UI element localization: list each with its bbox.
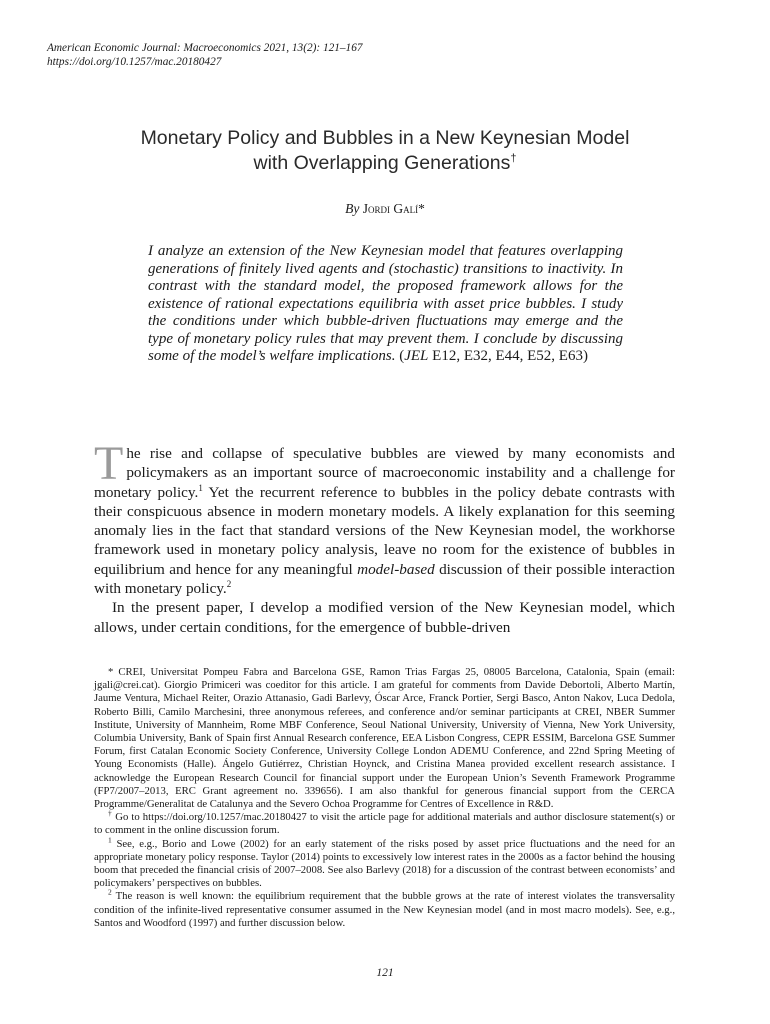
title-dagger-marker[interactable]: † <box>510 152 517 165</box>
article-title <box>0 126 770 176</box>
body-paragraph-1 <box>94 437 676 598</box>
p1-italic-term: model-based <box>357 560 435 578</box>
footnote-1-text: See, e.g., Borio and Lowe (2002) for an early statement of the risks posed by asset price fluctuations and the need for an appropriate monetary policy response. Taylor (2014) points to excessively low interest rates in the 2000s as a factor behind the housing boom that preceded the financial crisis of 2007–2008. See also Barlevy (2018) for a discussion of the contrast between economists’ and policymakers’ perspectives on bubbles. <box>94 837 675 890</box>
author-footnote-marker[interactable]: * <box>418 201 425 216</box>
jel-label: JEL <box>404 348 429 364</box>
footnote-author-text: CREI, Universitat Pompeu Fabra and Barcelona GSE, Ramon Trias Fargas 25, 08005 Barcelona, Catalonia, Spain (email: jgali@crei.cat). Giorgio Primiceri was coeditor for this article. I am grateful for comments from Davide Debortoli, Alberto Martín, Jaume Ventura, Michael Reiter, Orazio Attanasio, Gadi Barlevy, Óscar Arce, Franck Portier, Sergi Basco, Anton Nakov, Luca Dedola, Roberto Billi, Camilo Marchesini, three anonymous referees, and conference and/or seminar participants at CREI, NBER Summer Institute, University of Mannheim, Rome MBF Conference, Seoul National University, University of Vienna, New York University, Columbia University, Bank of Spain first Annual Research conference, EEA Lisbon Congress, CEPR ESSIM, Barcelona GSE Summer Forum, first Catalan Economic Society Conference, University College London ADEMU Conference, and 22nd Spring Meeting of Young Economists (Halle). Ángelo Gutiérrez, Christian Hoynck, and Cristina Manea provided excellent research assistance. I acknowledge the European Research Council for financial support under the European Union’s Seventh Framework Programme (FP7/2007–2013, ERC Grant agreement no. 339656). I am also thankful for generous financial support from the CERCA Programme/Generalitat de Catalunya and the Severo Ochoa Programme for Centres of Excellence in R&D. <box>94 666 675 811</box>
footnote-author <box>94 666 675 811</box>
title-line-2-text: with Overlapping Generations <box>253 152 511 174</box>
p1-segment-c: discussion of their possible interaction with monetary policy. <box>94 560 675 598</box>
abstract-text: I analyze an extension of the New Keynesian model that features overlapping generations of finitely lived agents and (stochastic) transitions to inactivity. In contrast with the standard model, the proposed framework allows for the existence of rational expectations equilibria with asset price bubbles. I study the conditions under which bubble-driven fluctuations may emerge and the type of monetary policy rules that may prevent them. I conclude by discussing some of the model’s welfare implications. <box>148 243 623 364</box>
byline <box>0 201 770 217</box>
footnote-ref-1[interactable]: 1 <box>198 482 203 493</box>
footnote-2 <box>94 887 675 930</box>
byline-by: By <box>345 201 360 216</box>
body-paragraph-2: In the present paper, I develop a modified version of the New Keynesian model, which allows, under certain conditions, for the emergence of bubble-driven <box>94 599 675 636</box>
jel-codes: E12, E32, E44, E52, E63) <box>428 348 588 364</box>
footnote-1 <box>94 835 675 891</box>
footnote-dagger-marker: † <box>108 808 113 818</box>
footnote-dagger <box>94 808 676 837</box>
footnote-author-marker: * <box>108 666 114 678</box>
doi-link[interactable]: https://doi.org/10.1257/mac.20180427 <box>47 56 222 68</box>
abstract <box>148 243 623 366</box>
title-line-2 <box>0 151 770 176</box>
p1-segment-b: Yet the recurrent reference to bubbles in the policy debate contrasts with their conspicuous absence in modern monetary models. A likely explanation for this seeming anomaly lies in the fact that standard versions of the New Keynesian model, the workhorse framework used in monetary policy analysis, leave no room for the existence of bubbles in equilibrium and hence for any meaningful <box>94 483 676 578</box>
author-name: Jordi Galí <box>362 201 419 216</box>
footnote-2-text: The reason is well known: the equilibrium requirement that the bubble grows at the rate of interest violates the transversality condition of the infinite-lived representative consumer assumed in the New Keynesian model (and in most macro models). See, e.g., Santos and Woodford (1997) and further discussion below. <box>94 890 675 929</box>
footnotes <box>94 666 675 930</box>
jel-open-paren: ( <box>399 348 405 364</box>
footnote-dagger-text: Go to https://doi.org/10.1257/mac.20180427 to visit the article page for additional materials and author disclosure statement(s) or to comment in the online discussion forum. <box>94 811 676 837</box>
body-text <box>94 437 676 637</box>
title-line-1: Monetary Policy and Bubbles in a New Keynesian Model <box>140 127 630 149</box>
footnote-ref-2[interactable]: 2 <box>226 579 232 590</box>
page-number: 121 <box>376 967 394 979</box>
drop-cap: T <box>94 437 124 490</box>
footnote-1-marker: 1 <box>108 835 112 845</box>
journal-citation: American Economic Journal: Macroeconomics 2021, 13(2): 121–167 <box>47 42 363 54</box>
running-header <box>47 41 363 69</box>
footnote-2-marker: 2 <box>108 887 112 897</box>
p1-segment-a: he rise and collapse of speculative bubbles are viewed by many economists and policymakers as an important source of macroeconomic instability and a challenge for monetary policy. <box>94 445 675 501</box>
